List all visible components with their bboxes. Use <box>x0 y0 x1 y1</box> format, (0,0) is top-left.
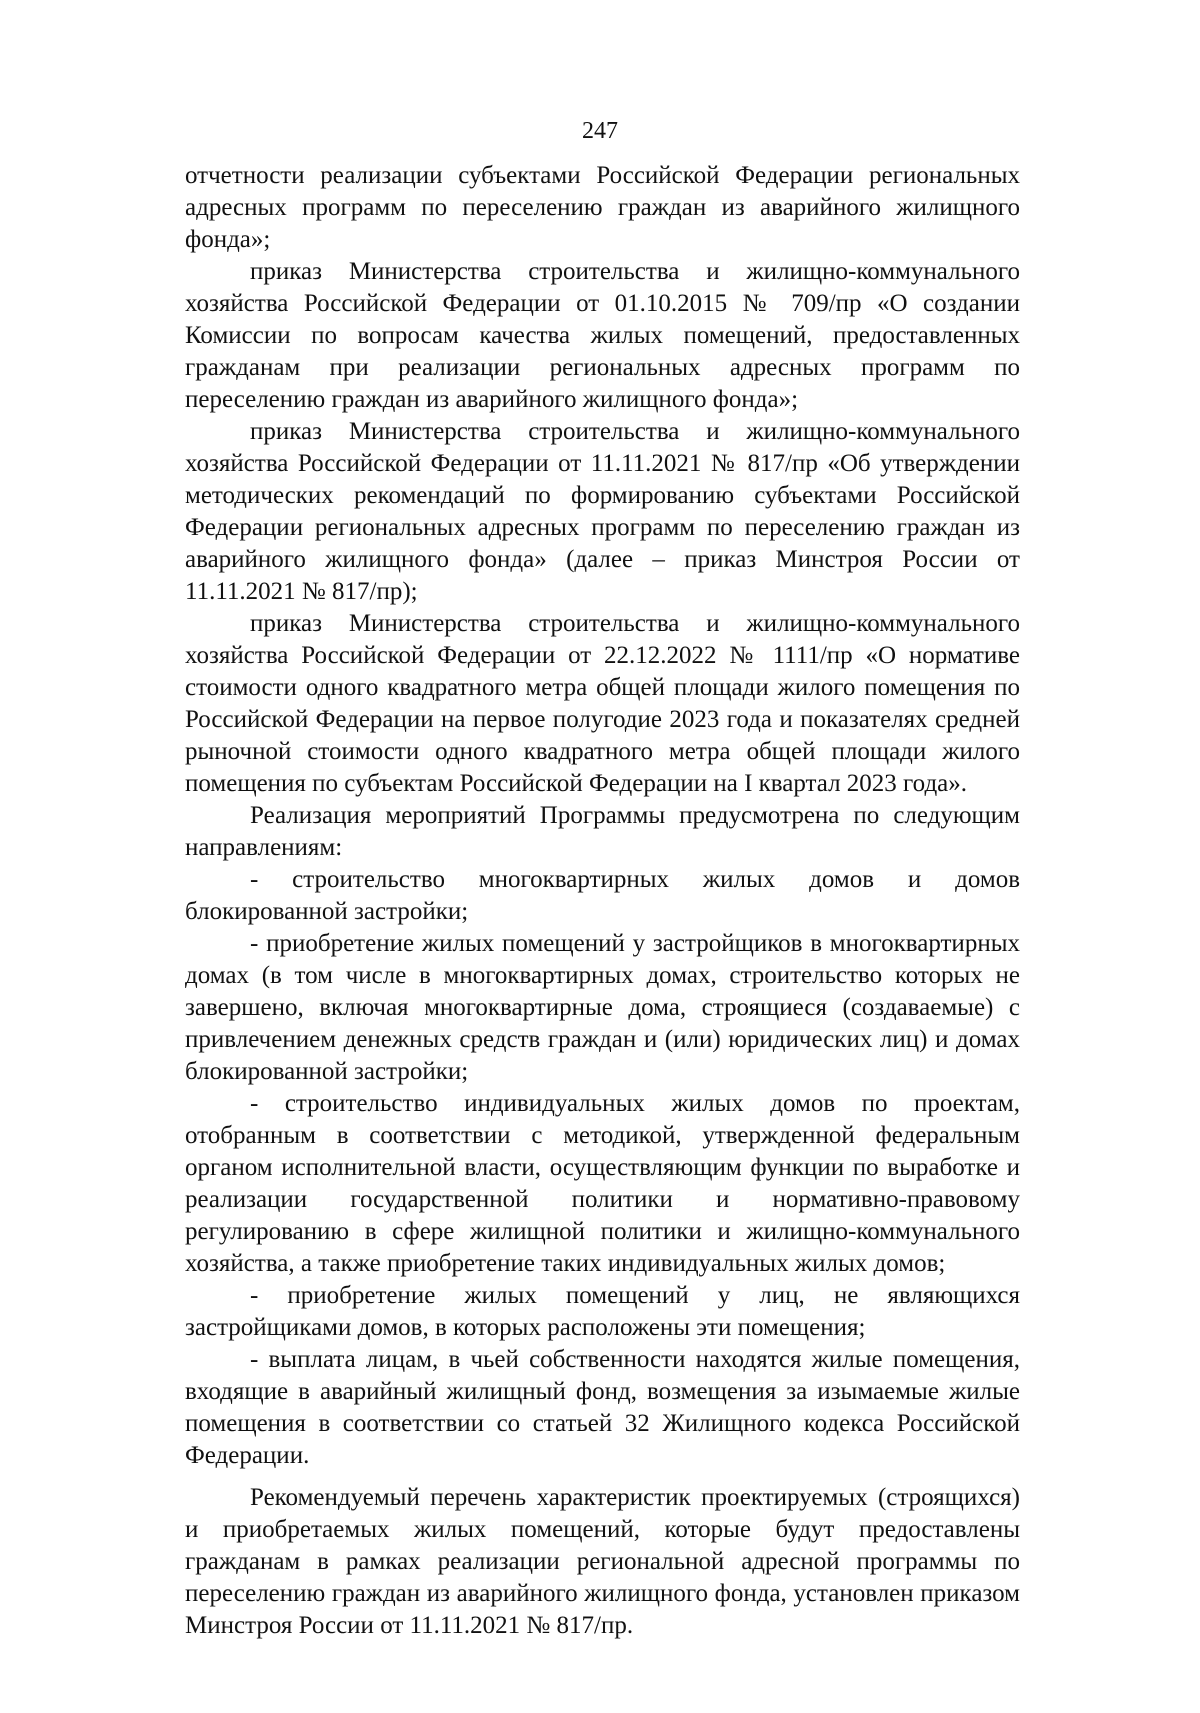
list-item-compensation: - выплата лицам, в чьей собственности находятся жилые помещения, входящие в аварийный жилищный фонд, возмещения за изымаемые жилые помещения в соответствии со статьей 32 Жилищного кодекса Российской Федерации. <box>185 1346 1020 1469</box>
paragraph-order-1111: приказ Министерства строительства и жилищно-коммунального хозяйства Российской Федерации от 22.12.2022 № 1111/пр «О нормативе стоимости одного квадратного метра общей площади жилого помещения по Российской Федерации на первое полугодие 2023 года и показателях средней рыночной стоимости одного квадратного метра общей площади жилого помещения по субъектам Российской Федерации на I квартал 2023 года». <box>185 610 1020 797</box>
paragraph-order-817: приказ Министерства строительства и жилищно-коммунального хозяйства Российской Федерации от 11.11.2021 № 817/пр «Об утверждении методических рекомендаций по формированию субъектами Российской Федерации региональных адресных программ по переселению граждан из аварийного жилищного фонда» (далее – приказ Минстроя России от 11.11.2021 № 817/пр); <box>185 418 1020 605</box>
paragraph-continuation: отчетности реализации субъектами Российской Федерации региональных адресных программ по переселению граждан из аварийного жилищного фонда»; <box>185 162 1020 253</box>
page-number: 247 <box>582 118 618 144</box>
paragraph-order-709: приказ Министерства строительства и жилищно-коммунального хозяйства Российской Федерации от 01.10.2015 № 709/пр «О создании Комиссии по вопросам качества жилых помещений, предоставленных гражданам при реализации региональных адресных программ по переселению граждан из аварийного жилищного фонда»; <box>185 258 1020 413</box>
list-item-construction: - строительство многоквартирных жилых домов и домов блокированной застройки; <box>185 866 1020 925</box>
list-item-acquisition-non-developers: - приобретение жилых помещений у лиц, не являющихся застройщиками домов, в которых расположены эти помещения; <box>185 1282 1020 1341</box>
paragraph-recommended-list: Рекомендуемый перечень характеристик проектируемых (строящихся) и приобретаемых жилых помещений, которые будут предоставлены гражданам в рамках реализации региональной адресной программы по переселению граждан из аварийного жилищного фонда, установлен приказом Минстроя России от 11.11.2021 № 817/пр. <box>185 1484 1020 1639</box>
document-body <box>185 160 1020 1642</box>
paragraph-program-directions: Реализация мероприятий Программы предусмотрена по следующим направлениям: <box>185 802 1020 861</box>
list-item-individual-houses: - строительство индивидуальных жилых домов по проектам, отобранным в соответствии с методикой, утвержденной федеральным органом исполнительной власти, осуществляющим функции по выработке и реализации государственной политики и нормативно-правовому регулированию в сфере жилищной политики и жилищно-коммунального хозяйства, а также приобретение таких индивидуальных жилых домов; <box>185 1090 1020 1277</box>
list-item-acquisition-developers: - приобретение жилых помещений у застройщиков в многоквартирных домах (в том числе в многоквартирных домах, строительство которых не завершено, включая многоквартирные дома, строящиеся (создаваемые) с привлечением денежных средств граждан и (или) юридических лиц) и домах блокированной застройки; <box>185 930 1020 1085</box>
